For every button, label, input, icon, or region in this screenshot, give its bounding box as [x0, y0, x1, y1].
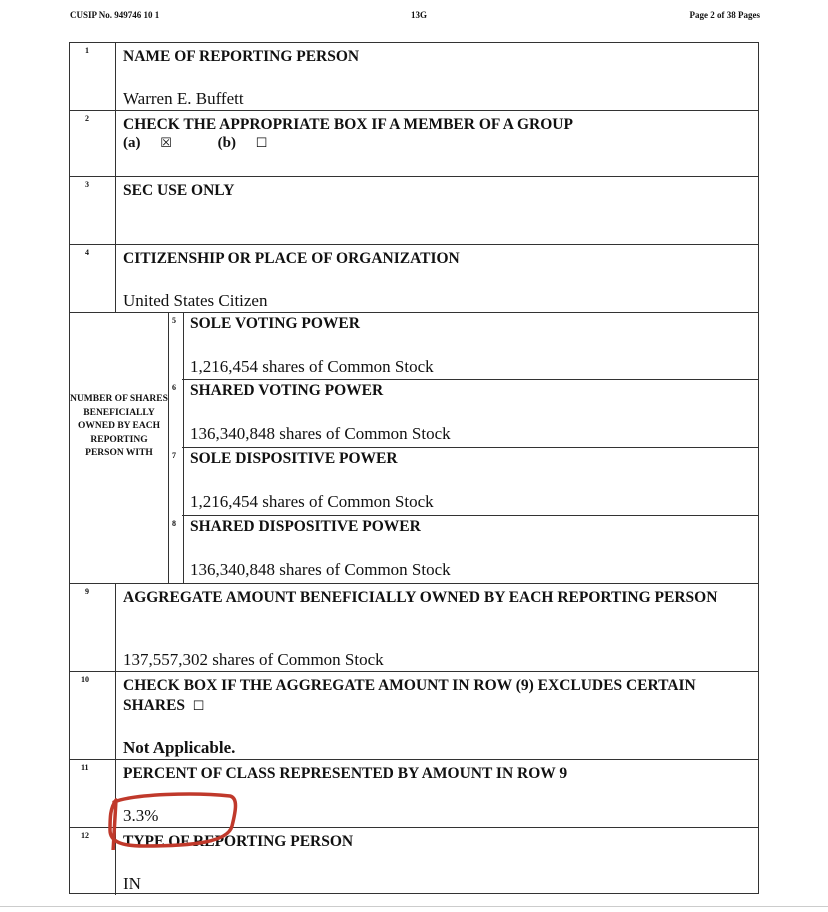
row-sec-use-only: [70, 177, 758, 245]
row-label: AGGREGATE AMOUNT BENEFICIALLY OWNED BY EACH REPORTING PERSON: [123, 589, 718, 606]
row-label: SOLE VOTING POWER: [190, 315, 360, 332]
row-label: SHARED DISPOSITIVE POWER: [190, 518, 421, 535]
row-value: 136,340,848 shares of Common Stock: [190, 424, 451, 443]
group-checkboxes: [123, 135, 299, 152]
row-sole-dispositive-power: [172, 448, 758, 516]
row-value: IN: [123, 874, 141, 893]
row-number: 4: [85, 248, 89, 257]
beneficial-ownership-block: [70, 313, 758, 584]
row-value: Warren E. Buffett: [123, 89, 244, 108]
row-label: CHECK THE APPROPRIATE BOX IF A MEMBER OF A GROUP: [123, 116, 573, 133]
row-group-membership: [70, 111, 758, 177]
row-shared-voting-power: [172, 380, 758, 448]
option-b[interactable]: (b) ☐: [217, 135, 268, 151]
row-type-of-reporting-person: [70, 828, 758, 895]
row-number: 12: [81, 831, 89, 840]
row-shared-dispositive-power: [172, 516, 758, 584]
shares-block-label: NUMBER OF SHARES BENEFICIALLY OWNED BY EACH REPORTING PERSON WITH: [70, 394, 168, 458]
row-percent-of-class: [70, 760, 758, 828]
row-label: NAME OF REPORTING PERSON: [123, 48, 360, 65]
row-value: United States Citizen: [123, 291, 268, 310]
row-label: PERCENT OF CLASS REPRESENTED BY AMOUNT IN ROW 9: [123, 765, 568, 782]
row-label: CITIZENSHIP OR PLACE OF ORGANIZATION: [123, 250, 460, 267]
row-value: 1,216,454 shares of Common Stock: [190, 492, 434, 511]
row-number: 5: [172, 316, 176, 325]
row-value: 136,340,848 shares of Common Stock: [190, 560, 451, 579]
row-number: 3: [85, 180, 89, 189]
page-header: [70, 10, 760, 24]
unchecked-box-icon: ☐: [255, 135, 268, 150]
row-value: 3.3%: [123, 806, 159, 825]
row-excludes-certain-shares: [70, 672, 758, 760]
form-type: 13G: [411, 10, 428, 20]
row-name-of-reporting-person: [70, 43, 758, 111]
row-value: Not Applicable.: [123, 738, 236, 757]
row-number: 11: [81, 763, 89, 772]
row-sole-voting-power: [172, 313, 758, 380]
reporting-form-table: [69, 42, 759, 894]
row-number: 8: [172, 519, 176, 528]
option-a[interactable]: (a) ☒: [123, 135, 172, 151]
row-number: 2: [85, 114, 89, 123]
row-number: 7: [172, 451, 176, 460]
row-label: SOLE DISPOSITIVE POWER: [190, 450, 398, 467]
row-citizenship: [70, 245, 758, 313]
row-value: 1,216,454 shares of Common Stock: [190, 357, 434, 376]
page-bottom-rule: [0, 906, 828, 907]
row-label: CHECK BOX IF THE AGGREGATE AMOUNT IN ROW (9) EXCLUDES CERTAIN SHARES ☐: [123, 677, 696, 714]
row-number: 10: [81, 675, 89, 684]
row-aggregate-amount: [70, 584, 758, 672]
row-label: TYPE OF REPORTING PERSON: [123, 833, 354, 850]
row-value: 137,557,302 shares of Common Stock: [123, 650, 384, 669]
page-number: Page 2 of 38 Pages: [689, 10, 760, 20]
row-number: 6: [172, 383, 176, 392]
row-label: SHARED VOTING POWER: [190, 382, 384, 399]
row-number: 9: [85, 587, 89, 596]
unchecked-box-icon[interactable]: ☐: [192, 698, 205, 713]
checked-box-icon: ☒: [160, 135, 172, 150]
row-number: 1: [85, 46, 89, 55]
cusip-number: CUSIP No. 949746 10 1: [70, 10, 160, 20]
row-label: SEC USE ONLY: [123, 182, 235, 199]
